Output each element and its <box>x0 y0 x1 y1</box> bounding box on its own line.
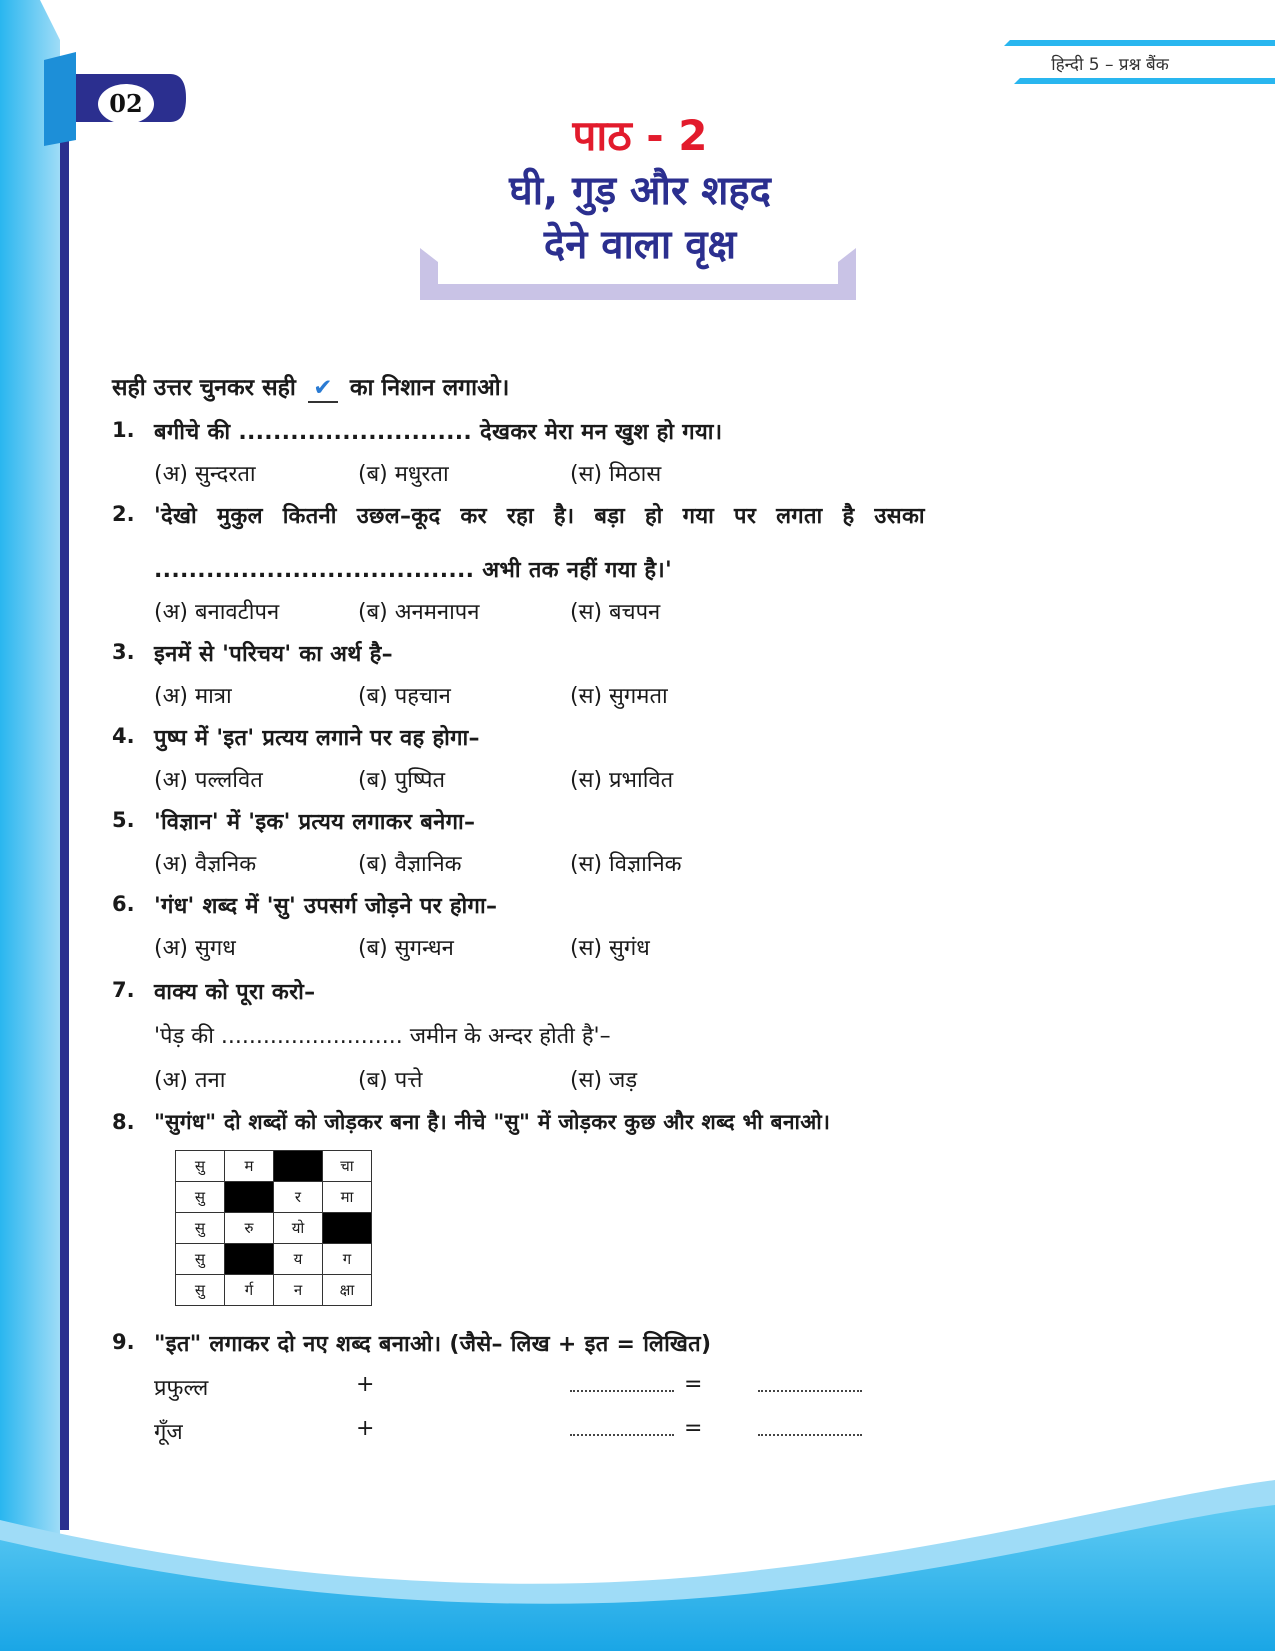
lesson-number: पाठ - 2 <box>572 111 708 160</box>
result-blank-1[interactable] <box>758 1372 862 1398</box>
question-number: 9. <box>112 1330 135 1354</box>
grid-cell[interactable]: रु <box>225 1213 274 1244</box>
answer-blank-1[interactable] <box>570 1372 674 1398</box>
question-text: बगीचे की ........................... देखकर मेरा मन खुश हो गया। <box>154 420 723 445</box>
question-text: 'गंध' शब्द में 'सु' उपसर्ग जोड़ने पर होगा– <box>154 894 498 919</box>
option-b[interactable]: (ब) पहचान <box>358 684 451 709</box>
grid-cell[interactable]: सु <box>176 1151 225 1182</box>
option-b[interactable]: (ब) वैज्ञानिक <box>358 852 462 877</box>
word-grid <box>175 1150 372 1306</box>
question-text: इनमें से 'परिचय' का अर्थ है– <box>154 642 393 667</box>
grid-cell[interactable]: मा <box>323 1182 372 1213</box>
answer-blank-2[interactable] <box>570 1416 674 1442</box>
option-c[interactable]: (स) जड़ <box>570 1068 638 1093</box>
option-a[interactable]: (अ) तना <box>154 1068 226 1093</box>
question-number: 2. <box>112 502 135 526</box>
grid-row <box>176 1182 372 1213</box>
option-b[interactable]: (ब) सुगन्धन <box>358 936 454 961</box>
option-a[interactable]: (अ) बनावटीपन <box>154 600 280 625</box>
equals-sign: = <box>684 1372 703 1397</box>
q9-word-2: गूँज <box>154 1420 183 1445</box>
lesson-title-line1: घी, गुड़ और शहद <box>509 168 771 214</box>
option-a[interactable]: (अ) मात्रा <box>154 684 232 709</box>
grid-cell[interactable]: ग <box>323 1244 372 1275</box>
instruction-text-before: सही उत्तर चुनकर सही <box>112 375 296 401</box>
option-a[interactable]: (अ) सुन्दरता <box>154 462 256 487</box>
option-a[interactable]: (अ) वैज्ञनिक <box>154 852 257 877</box>
question-text: पुष्प में 'इत' प्रत्यय लगाने पर वह होगा– <box>154 726 480 751</box>
grid-cell[interactable]: म <box>225 1151 274 1182</box>
instruction-text-after: का निशान लगाओ। <box>349 375 510 401</box>
result-blank-2[interactable] <box>758 1416 862 1442</box>
question-number: 5. <box>112 808 135 832</box>
option-b[interactable]: (ब) पुष्पित <box>358 768 446 793</box>
grid-row <box>176 1151 372 1182</box>
question-text: वाक्य को पूरा करो– <box>154 980 316 1005</box>
grid-cell[interactable]: सु <box>176 1213 225 1244</box>
grid-row <box>176 1244 372 1275</box>
option-c[interactable]: (स) मिठास <box>570 462 662 487</box>
question-text: 'विज्ञान' में 'इक' प्रत्यय लगाकर बनेगा– <box>154 810 476 835</box>
option-b[interactable]: (ब) मधुरता <box>358 462 449 487</box>
equals-sign: = <box>684 1416 703 1441</box>
q9-word-1: प्रफुल्ल <box>154 1376 209 1401</box>
plus-sign: + <box>356 1372 375 1397</box>
grid-cell-blocked <box>274 1151 323 1182</box>
grid-cell-blocked <box>323 1213 372 1244</box>
sentence-to-complete: 'पेड़ की .......................... जमीन के अन्दर होती है'– <box>154 1024 611 1049</box>
grid-cell[interactable]: र <box>274 1182 323 1213</box>
grid-cell[interactable]: चा <box>323 1151 372 1182</box>
instruction <box>112 370 509 403</box>
option-a[interactable]: (अ) पल्लवित <box>154 768 263 793</box>
option-b[interactable]: (ब) अनमनापन <box>358 600 480 625</box>
left-band <box>0 0 60 1651</box>
header-stripe-bottom <box>1014 78 1275 84</box>
option-c[interactable]: (स) बचपन <box>570 600 661 625</box>
question-text-continued: ..................................... अभी तक नहीं गया है।' <box>154 558 673 583</box>
grid-cell[interactable]: क्षा <box>323 1275 372 1306</box>
question-number: 4. <box>112 724 135 748</box>
question-number: 7. <box>112 978 135 1002</box>
grid-cell[interactable]: य <box>274 1244 323 1275</box>
grid-cell[interactable]: सु <box>176 1244 225 1275</box>
grid-cell-blocked <box>225 1182 274 1213</box>
option-c[interactable]: (स) सुगमता <box>570 684 668 709</box>
grid-row <box>176 1213 372 1244</box>
check-icon: ✔ <box>308 375 338 403</box>
option-c[interactable]: (स) सुगंध <box>570 936 650 961</box>
page-tab-flap <box>44 52 76 146</box>
grid-row <box>176 1275 372 1306</box>
option-c[interactable]: (स) विज्ञानिक <box>570 852 682 877</box>
lesson-title-line2: देने वाला वृक्ष <box>543 222 737 268</box>
grid-cell-blocked <box>225 1244 274 1275</box>
question-text: 'देखो मुकुल कितनी उछल–कूद कर रहा है। बड़ा हो गया पर लगता है उसका <box>154 504 925 529</box>
option-b[interactable]: (ब) पत्ते <box>358 1068 423 1093</box>
grid-cell[interactable]: सु <box>176 1182 225 1213</box>
option-a[interactable]: (अ) सुगध <box>154 936 236 961</box>
grid-cell[interactable]: र्ग <box>225 1275 274 1306</box>
header-stripe-top <box>1004 40 1275 46</box>
question-text: "इत" लगाकर दो नए शब्द बनाओ। (जैसे– लिख + इत = लिखित) <box>154 1332 712 1357</box>
left-rule <box>60 100 69 1530</box>
question-number: 3. <box>112 640 135 664</box>
question-number: 6. <box>112 892 135 916</box>
question-number: 1. <box>112 418 135 442</box>
grid-cell[interactable]: यो <box>274 1213 323 1244</box>
grid-cell[interactable]: न <box>274 1275 323 1306</box>
page-number: 02 <box>109 89 143 118</box>
question-text: "सुगंध" दो शब्दों को जोड़कर बना है। नीचे "सु" में जोड़कर कुछ और शब्द भी बनाओ। <box>154 1110 831 1134</box>
option-c[interactable]: (स) प्रभावित <box>570 768 674 793</box>
plus-sign: + <box>356 1416 375 1441</box>
question-number: 8. <box>112 1110 135 1134</box>
grid-cell[interactable]: सु <box>176 1275 225 1306</box>
book-header: हिन्दी 5 – प्रश्न बैंक <box>1051 55 1169 75</box>
